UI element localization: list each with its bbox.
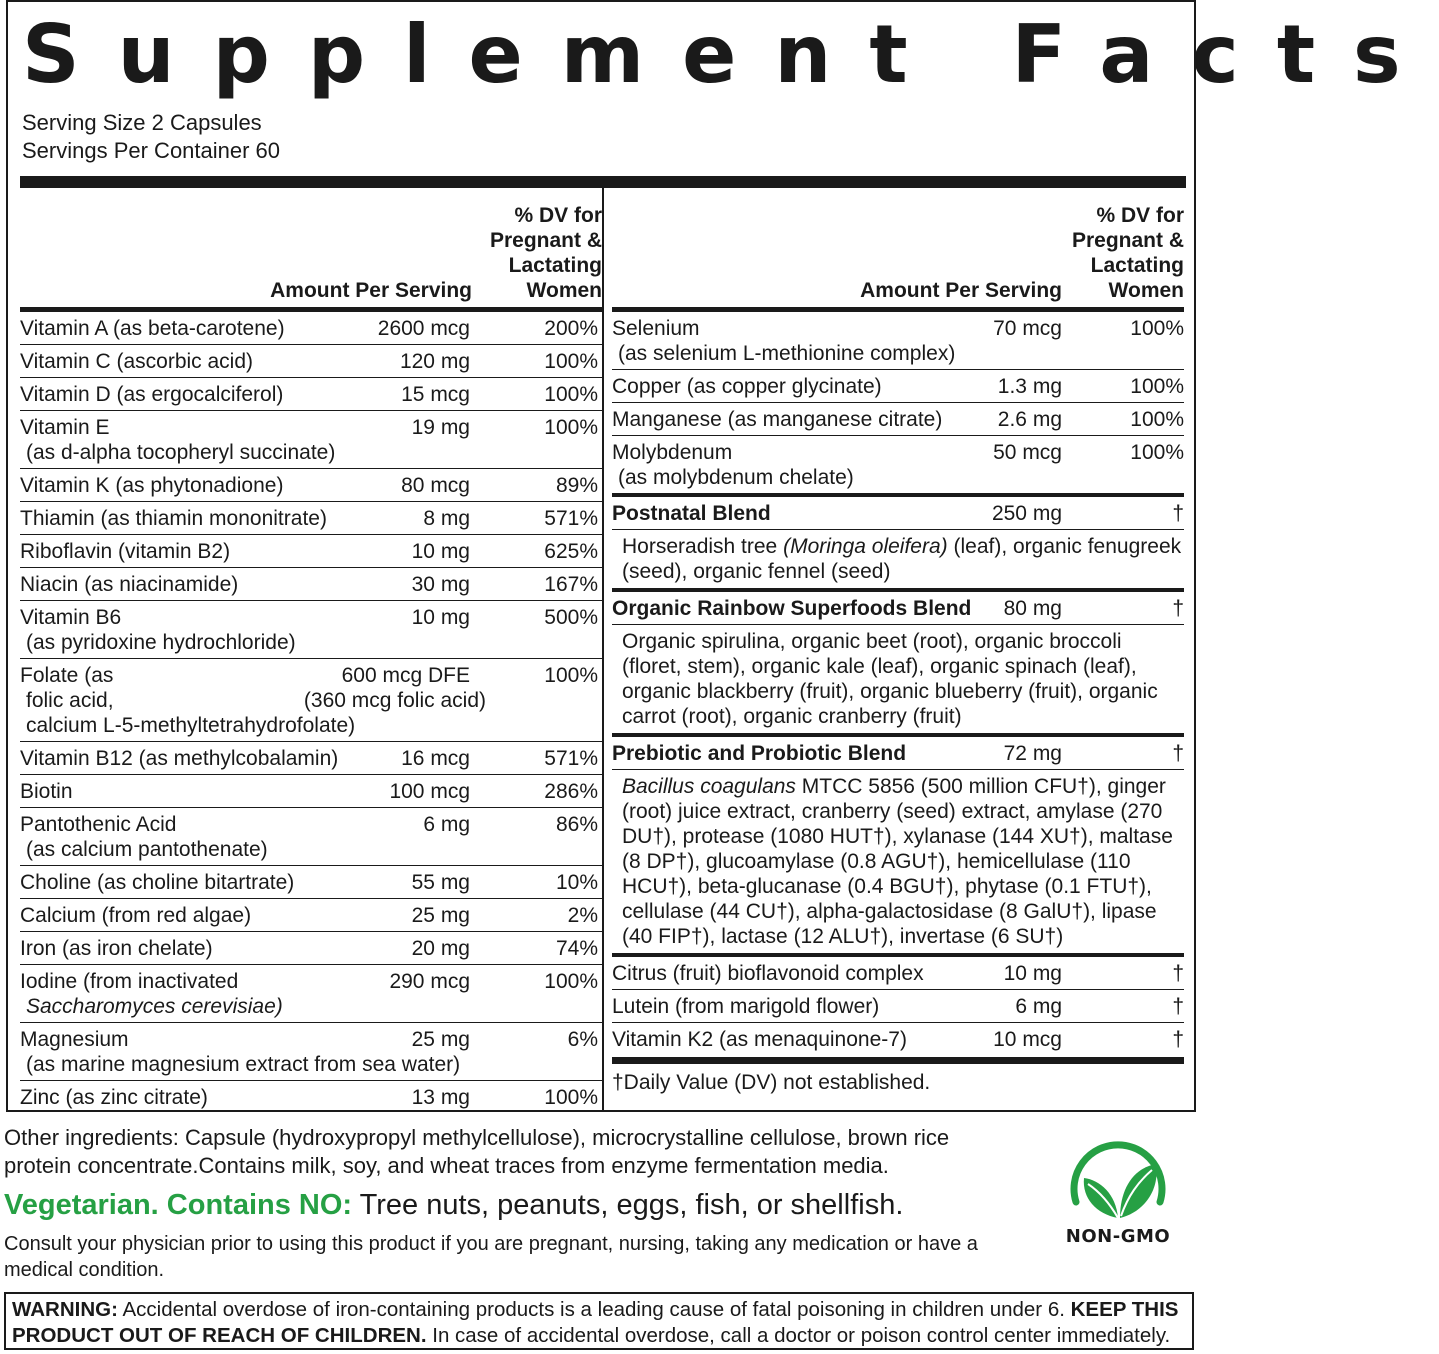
nutrient-dv: 625% <box>544 540 598 563</box>
nutrient-amount: 55 mg <box>411 871 470 894</box>
nutrient-dv: 100% <box>544 350 598 373</box>
nutrient-name: Biotin <box>20 780 73 803</box>
nutrient-row <box>20 378 602 411</box>
dv-header-line: Pregnant & <box>1071 229 1184 252</box>
blend-amount: 80 mg <box>1003 597 1062 620</box>
nutrient-name: Vitamin K (as phytonadione) <box>20 474 284 497</box>
nutrient-amount: 2600 mcg <box>377 317 470 340</box>
dv-header <box>490 203 602 303</box>
blend-dv: † <box>1172 502 1184 525</box>
column-header <box>612 188 1184 312</box>
nutrient-dv: 100% <box>544 1086 598 1109</box>
nutrient-amount: 16 mcg <box>401 747 470 770</box>
servings-per-container: Servings Per Container 60 <box>22 138 281 163</box>
consult-statement: Consult your physician prior to using this product if you are pregnant, nursing, taking any medication or have a medical condition. <box>4 1233 978 1281</box>
nutrient-row <box>20 866 602 899</box>
warning-box <box>4 1292 1194 1350</box>
nutrient-source: (as calcium pantothenate) <box>26 838 268 861</box>
nutrient-row <box>20 535 602 568</box>
end-divider <box>612 1057 1184 1064</box>
other-ingredients: Other ingredients: Capsule (hydroxypropyl methylcellulose), microcrystalline cellulose, brown rice protein concentrate.Contains milk, soy, and wheat traces from enzyme fermentation media. <box>4 1125 950 1178</box>
nutrient-amount: 6 mg <box>1015 995 1062 1018</box>
vegetarian-statement <box>4 1188 903 1222</box>
nutrient-row <box>20 808 602 866</box>
nutrient-name: Magnesium <box>20 1028 129 1051</box>
desc-text: Horseradish tree <box>622 535 784 558</box>
dv-footnote: †Daily Value (DV) not established. <box>612 1071 931 1094</box>
nutrient-amount: 1.3 mg <box>997 375 1062 398</box>
allergen-list: Tree nuts, peanuts, eggs, fish, or shellfish. <box>352 1189 904 1221</box>
desc-text: (leaf), organic fenugreek (seed), organic fennel (seed) <box>622 535 1182 583</box>
nutrient-row <box>20 345 602 378</box>
nutrient-row-citrus <box>612 957 1184 990</box>
nutrient-source: (as pyridoxine hydrochloride) <box>26 631 296 654</box>
warning-label: WARNING: <box>12 1298 118 1321</box>
nutrient-row <box>20 932 602 965</box>
nutrient-row <box>20 411 602 469</box>
nutrient-amount: 30 mg <box>411 573 470 596</box>
dv-header-line: Women <box>526 279 602 302</box>
nutrient-dv: † <box>1172 1028 1184 1051</box>
nutrient-source: (as molybdenum chelate) <box>618 466 854 489</box>
nutrient-source: Saccharomyces cerevisiae) <box>26 995 283 1018</box>
nutrient-row-lutein <box>612 990 1184 1023</box>
nutrient-name: Vitamin C (ascorbic acid) <box>20 350 254 373</box>
nutrient-amount: 290 mcg <box>389 970 470 993</box>
nutrient-row <box>20 742 602 775</box>
blend-name: Organic Rainbow Superfoods Blend <box>612 597 972 620</box>
nutrient-source: calcium L-5-methyltetrahydrofolate) <box>26 714 356 737</box>
dv-header-line: Lactating <box>508 254 602 277</box>
nutrient-amount-detail: (360 mcg folic acid) <box>303 689 486 712</box>
nutrient-name: Choline (as choline bitartrate) <box>20 871 295 894</box>
nutrient-amount: 15 mcg <box>401 383 470 406</box>
nutrient-row <box>20 965 602 1023</box>
nutrient-name: Vitamin A (as beta-carotene) <box>20 317 285 340</box>
nutrient-dv: 100% <box>544 664 598 687</box>
column-header <box>20 188 602 312</box>
nutrient-amount: 25 mg <box>411 904 470 927</box>
blend-amount: 250 mg <box>991 502 1062 525</box>
blend-dv: † <box>1172 597 1184 620</box>
nutrient-name: Citrus (fruit) bioflavonoid complex <box>612 962 924 985</box>
nutrient-amount: 20 mg <box>411 937 470 960</box>
nutrient-dv: 500% <box>544 606 598 629</box>
nutrient-name: Vitamin E <box>20 416 110 439</box>
nutrient-name: Riboflavin (vitamin B2) <box>20 540 231 563</box>
nutrient-name: Vitamin D (as ergocalciferol) <box>20 383 284 406</box>
nutrient-row <box>20 312 602 345</box>
desc-italic: Bacillus coagulans <box>622 775 796 798</box>
nutrient-row <box>20 568 602 601</box>
nutrient-amount: 120 mg <box>399 350 470 373</box>
nutrient-dv: 167% <box>544 573 598 596</box>
nutrient-row <box>20 775 602 808</box>
nutrient-row <box>20 1023 602 1081</box>
nutrient-dv: 200% <box>544 317 598 340</box>
blend-ingredients-rainbow: Organic spirulina, organic beet (root), organic broccoli (floret, stem), organic kale (leaf), organic spinach (leaf), organic blackberry (fruit), organic blueberry (fruit), organic carrot (root), organic cranberry (fruit) <box>612 625 1184 737</box>
nutrient-row-vitamin-k2 <box>612 1023 1184 1055</box>
nutrient-name: Lutein (from marigold flower) <box>612 995 880 1018</box>
nutrient-dv: 100% <box>1130 317 1184 340</box>
nutrient-amount: 10 mg <box>411 540 470 563</box>
warning-tail: In case of accidental overdose, call a doctor or poison control center immediately. <box>426 1324 1171 1347</box>
amount-header: Amount Per Serving <box>270 279 472 302</box>
nutrient-dv: 6% <box>567 1028 598 1051</box>
nutrient-name: Iodine (from inactivated <box>20 970 239 993</box>
nutrient-dv: 100% <box>544 383 598 406</box>
nutrient-name: Selenium <box>612 317 700 340</box>
nutrient-row <box>20 659 602 742</box>
nutrient-name: Vitamin K2 (as menaquinone-7) <box>612 1028 907 1051</box>
nutrient-name: Pantothenic Acid <box>20 813 177 836</box>
panel-title: Supplement Facts <box>22 8 1439 101</box>
nutrient-dv: 100% <box>1130 441 1184 464</box>
nutrient-row <box>20 469 602 502</box>
nutrient-name: Vitamin B12 (as methylcobalamin) <box>20 747 339 770</box>
nutrient-dv: † <box>1172 995 1184 1018</box>
amount-header: Amount Per Serving <box>860 279 1062 302</box>
nutrient-source: (as marine magnesium extract from sea water) <box>26 1053 461 1076</box>
nutrient-dv: 100% <box>1130 408 1184 431</box>
nutrient-dv: 74% <box>555 937 598 960</box>
nutrient-amount: 19 mg <box>411 416 470 439</box>
nutrient-row-molybdenum <box>612 436 1184 497</box>
nutrient-dv: 2% <box>567 904 598 927</box>
blend-amount: 72 mg <box>1003 742 1062 765</box>
nutrient-source: (as selenium L-methionine complex) <box>618 342 956 365</box>
nutrient-dv: 571% <box>544 507 598 530</box>
nutrient-dv: 286% <box>544 780 598 803</box>
nutrient-amount: 25 mg <box>411 1028 470 1051</box>
keep-away-statement: KEEP THIS PRODUCT OUT OF REACH OF CHILDREN. <box>12 1298 1179 1347</box>
nutrient-name: Manganese (as manganese citrate) <box>612 408 943 431</box>
nutrient-amount: 13 mg <box>411 1086 470 1109</box>
nutrient-amount: 70 mcg <box>993 317 1062 340</box>
blend-row-prebiotic <box>612 737 1184 770</box>
nutrient-name: Molybdenum <box>612 441 733 464</box>
supplement-facts-panel <box>6 0 1439 1112</box>
blend-dv: † <box>1172 742 1184 765</box>
nutrient-name: Folate (as <box>20 664 114 687</box>
nutrient-row <box>20 601 602 659</box>
nutrient-amount: 600 mcg DFE <box>341 664 470 687</box>
nutrient-dv: 10% <box>555 871 598 894</box>
nutrient-name: Vitamin B6 <box>20 606 122 629</box>
nutrient-row <box>20 899 602 932</box>
nutrient-amount: 10 mg <box>1003 962 1062 985</box>
vegetarian-label: Vegetarian. Contains NO: <box>4 1189 353 1221</box>
non-gmo-label: NON-GMO <box>1065 1226 1171 1247</box>
nutrient-dv: 100% <box>544 970 598 993</box>
blend-ingredients-postnatal <box>612 530 1184 592</box>
desc-italic: (Moringa oleifera) <box>783 535 948 558</box>
thick-divider <box>20 176 1186 188</box>
blend-row-rainbow <box>612 592 1184 625</box>
nutrient-name: Calcium (from red algae) <box>20 904 252 927</box>
nutrient-name: Iron (as iron chelate) <box>20 937 213 960</box>
nutrient-dv: 86% <box>555 813 598 836</box>
nutrient-row <box>20 1081 602 1113</box>
right-nutrient-column <box>612 188 1184 1095</box>
desc-text: MTCC 5856 (500 million CFU†), ginger (root) juice extract, cranberry (seed) extract, amylase (270 DU†), protease (1080 HUT†), xylanase (144 XU†), maltase (8 DP†), glucoamylase (0.8 AGU†), hemicellulase (110 HCU†), beta-glucanase (0.4 BGU†), phytase (0.1 FTU†), cellulase (44 CU†), alpha-galactosidase (8 GalU†), lipase (40 FIP†), lactase (12 ALU†), invertase (6 SU†) <box>622 775 1173 948</box>
blend-name: Prebiotic and Probiotic Blend <box>612 742 907 765</box>
nutrient-name: Zinc (as zinc citrate) <box>20 1086 208 1109</box>
nutrient-dv: 100% <box>1130 375 1184 398</box>
nutrient-amount: 10 mcg <box>993 1028 1062 1051</box>
dv-header <box>1072 203 1184 303</box>
left-rows <box>20 312 602 1113</box>
blend-row-postnatal <box>612 497 1184 530</box>
nutrient-row-manganese <box>612 403 1184 436</box>
dv-header-line: Pregnant & <box>489 229 602 252</box>
warning-text: Accidental overdose of iron-containing products is a leading cause of fatal poisoning in children under 6. <box>117 1298 1071 1321</box>
nutrient-name: Copper (as copper glycinate) <box>612 375 882 398</box>
nutrient-row <box>20 502 602 535</box>
nutrient-name: Thiamin (as thiamin mononitrate) <box>20 507 327 530</box>
nutrient-name: Niacin (as niacinamide) <box>20 573 239 596</box>
blend-name: Postnatal Blend <box>612 502 771 525</box>
nutrient-row-selenium <box>612 312 1184 370</box>
nutrient-amount: 8 mg <box>423 507 470 530</box>
nutrient-amount: 10 mg <box>411 606 470 629</box>
nutrient-amount: 100 mcg <box>389 780 470 803</box>
nutrient-dv: 571% <box>544 747 598 770</box>
nutrient-dv: 89% <box>555 474 598 497</box>
left-nutrient-column <box>20 188 602 1113</box>
serving-size: Serving Size 2 Capsules <box>22 110 262 135</box>
nutrient-source: (as d-alpha tocopheryl succinate) <box>26 441 336 464</box>
nutrient-amount: 80 mcg <box>401 474 470 497</box>
dv-header-line: Women <box>1108 279 1184 302</box>
dv-header-line: Lactating <box>1090 254 1184 277</box>
dv-header-line: % DV for <box>1096 204 1184 227</box>
nutrient-amount: 50 mcg <box>993 441 1062 464</box>
nutrient-source: folic acid, <box>26 689 114 712</box>
nutrient-amount: 6 mg <box>423 813 470 836</box>
dv-header-line: % DV for <box>514 204 602 227</box>
nutrient-dv: † <box>1172 962 1184 985</box>
blend-ingredients-prebiotic <box>612 770 1184 957</box>
nutrient-amount: 2.6 mg <box>997 408 1062 431</box>
nutrient-dv: 100% <box>544 416 598 439</box>
column-divider <box>602 188 604 1110</box>
nutrient-row-copper <box>612 370 1184 403</box>
